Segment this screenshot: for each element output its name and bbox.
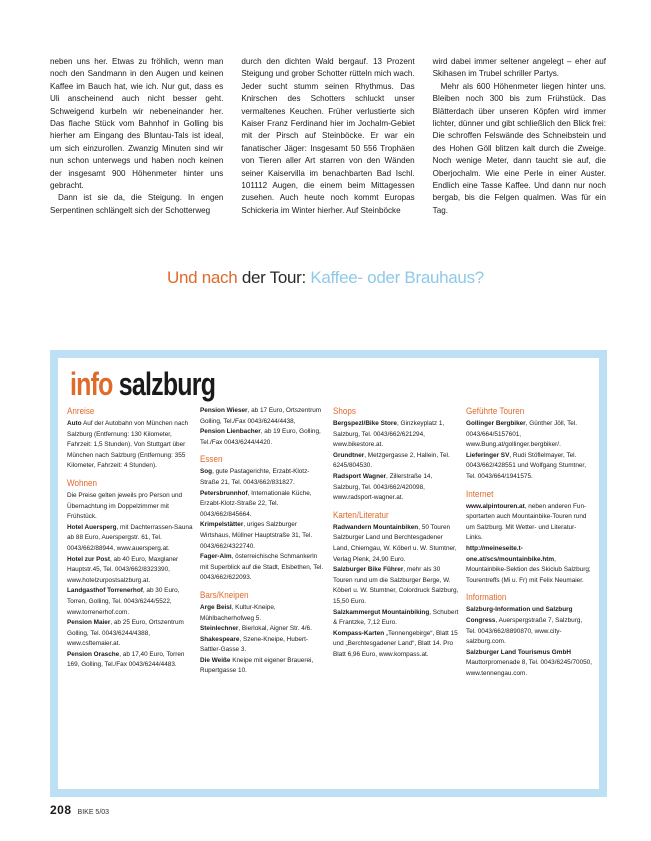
entry-text: , ab 25 Euro, Ortszentrum Golling, Tel. 0043/6244/4388, www.csftemaier.at. — [67, 619, 184, 648]
section-heading: Internet — [466, 488, 494, 500]
entry-name: Pension Orasche — [67, 650, 120, 658]
section-heading: Wohnen — [67, 477, 97, 489]
entry-name: Radwandern Mountainbiken — [333, 523, 419, 531]
entry-text: , Rudi Stöflelmayer, Tel. 0043/662/428551 und Wolfgang Stumtner, Tel. 0043/664/1941575. — [466, 451, 586, 480]
info-entry — [333, 629, 460, 661]
entry-text: Die Preise gelten jeweils pro Person und Übernachtung im Doppelzimmer mit Frühstück. — [67, 491, 183, 521]
entry-text: , 50 Touren Salzburger Land und Berchtesgadener Land, Chiemgau, W. Köberl u. W. Stumtner, Verlag Plenk, 24,90 Euro. — [333, 523, 457, 563]
page-number: 208 — [50, 803, 72, 817]
info-column — [466, 406, 593, 679]
entry-text: , mehr als 30 Touren rund um die Salzburger Berge, W. Köberl u. W. Stumtner, Colordruck Salzburg, 15,50 Euro. — [333, 566, 459, 605]
entry-text: , Mountainbike-Sektion des Skiclub Salzburg; Tourentreffs (Mi u. Fr) mit Felix Neumaier. — [466, 555, 591, 584]
entry-name: Auto — [67, 420, 82, 427]
info-entry — [200, 624, 327, 635]
entry-text: , mit Dachterrassen-Sauna ab 88 Euro, Auerspergstr. 61, Tel. 0043/662/88944, www.auersperg.at. — [67, 523, 193, 552]
info-entry — [200, 427, 327, 448]
entry-text: , Ginzkeyplatz 1, Salzburg, Tel. 0043/662/621294, www.bikestore.at. — [333, 420, 445, 449]
info-title-info: info — [70, 366, 113, 402]
article-paragraph: neben uns her. Etwas zu fröhlich, wenn man noch den Sandmann in den Augen und keinen Kaffee im Bauch hat, wie ich. Nur gut, dass es Uli anscheinend auch nicht besser geht. Schweigend kurbeln wir nebeneinander her. Das flache Stück vom Bahnhof in Golling bis hierher am Eingang des Bluntau-Tals ist ideal, um sich einzurollen. Zwanzig Minuten sind wir nun schon unterwegs und haben noch keinen der insgesamt 900 Höhenmeter hinter uns gebracht. — [50, 57, 224, 191]
info-entry — [67, 618, 194, 650]
tour-heading — [0, 268, 651, 288]
entry-text: , gute Pastagerichte, Erzabt-Klotz-Straße 21, Tel. 0043/662/831827. — [200, 468, 310, 486]
section-heading: Geführte Touren — [466, 406, 525, 417]
info-entry — [466, 648, 593, 680]
info-entry — [200, 603, 327, 624]
section-heading: Shops — [333, 406, 356, 417]
entry-name: Landgasthof Torrenerhof — [67, 587, 143, 595]
entry-name: Sog — [200, 468, 213, 476]
info-entry — [333, 451, 460, 472]
info-entry — [466, 502, 593, 544]
entry-text: , Szene-Kneipe, Hubert-Sattler-Gasse 3. — [200, 635, 308, 654]
info-columns — [67, 406, 594, 679]
entry-name: Steinlechner — [200, 625, 239, 633]
info-column — [333, 406, 460, 679]
entry-name: Pension Maier — [67, 619, 111, 627]
info-entry — [333, 472, 460, 504]
tour-heading-part2: der Tour: — [241, 268, 311, 287]
entry-name: Salzburg-Information und Salzburg Congress — [466, 606, 573, 624]
entry-text: , österreichische Schmankerln mit Superblick auf die Stadt, Elsbethen, Tel. 0043/662/622093. — [200, 553, 324, 582]
info-box — [50, 350, 607, 797]
entry-name: Salzkammergut Mountainbiking — [333, 608, 430, 616]
entry-text: , Auerspergstraße 7, Salzburg, Tel. 0043/662/8890870, www.city-salzburg.com. — [466, 616, 583, 646]
entry-text: , ab 17,40 Euro, Torren 169, Golling, Tel./Fax 0043/6244/4483. — [67, 650, 185, 669]
entry-name: Lieferinger SV — [466, 451, 510, 459]
info-column — [67, 406, 194, 679]
entry-text: , ab 19 Euro, Golling, Tel./Fax 0043/6244/4420. — [200, 428, 321, 446]
info-entry — [67, 650, 194, 671]
info-entry — [67, 555, 194, 587]
info-entry — [200, 656, 327, 677]
info-entry — [466, 451, 593, 483]
info-box-title — [70, 366, 215, 403]
entry-name: http://meineseite.t-one.at/scs/mountainbike.htm — [466, 544, 555, 563]
info-entry — [333, 565, 460, 607]
info-entry — [333, 419, 460, 451]
entry-text: , Internationale Küche, Erzabt-Klotz-Straße 22, Tel. 0043/662/845664. — [200, 489, 312, 518]
info-entry — [200, 520, 327, 552]
tour-heading-part3: Kaffee- oder Brauhaus? — [310, 268, 484, 287]
info-title-salzburg: salzburg — [118, 366, 216, 402]
info-box-inner — [58, 358, 599, 789]
article-column — [241, 56, 414, 217]
folio — [50, 803, 109, 817]
entry-name: Bergspezl/Bike Store — [333, 420, 397, 427]
section-heading: Information — [466, 592, 507, 604]
entry-name: Pension Wieser — [200, 407, 248, 414]
section-heading: Bars/Kneipen — [200, 589, 249, 601]
entry-text: , ab 40 Euro, Maxglaner Hauptstr.45, Tel. 0043/662/8323390, www.hotelzurpostsalzburg.at. — [67, 555, 179, 584]
entry-name: Arge Beisl — [200, 603, 232, 611]
info-entry — [67, 419, 194, 472]
entry-text: , Kultur-Kneipe, Mühlbacherhofweg 5. — [200, 603, 276, 622]
info-entry — [333, 523, 460, 565]
magazine-issue: BIKE 5/03 — [77, 809, 110, 816]
info-entry — [466, 605, 593, 647]
article-columns — [50, 56, 606, 217]
entry-name: Shakespeare — [200, 635, 240, 643]
info-entry — [200, 467, 327, 488]
section-heading: Anreise — [67, 406, 95, 417]
entry-name: Fager-Alm — [200, 553, 232, 561]
info-entry — [67, 491, 194, 523]
article-column — [433, 56, 606, 217]
entry-text: Mauttorpromenade 8, Tel. 0043/6245/70050, www.tennengau.com. — [466, 659, 593, 677]
entry-name: Krimpelstätter — [200, 521, 244, 529]
entry-text: , Bierlokal, Aigner Str. 4/6. — [238, 625, 312, 633]
entry-name: www.alpintouren.at — [466, 502, 525, 510]
info-entry — [200, 552, 327, 584]
entry-text: Auf der Autobahn von München nach Salzburg (Entfernung: 130 Kilometer, Fahrzeit: 1,5 Stunden). Von Stuttgart über München nach Salzburg (Entfernung: 355 Kilometer, Fahrzeit: 4 Stunden). — [67, 420, 189, 470]
info-entry — [466, 419, 593, 451]
article-paragraph: durch den dichten Wald bergauf. 13 Prozent Steigung und grober Schotter rütteln mich wach. Jeder sucht stumm seinen Rhythmus. Das Knirschen des Schotters schluckt unser vermaltenes Keuchen. Früher verlustierte sich Kaiser Franz Ferdinand hier im Jochalm-Gebiet mit der Pirsch auf Steinböcke. Er war ein fanatischer Jäger: Insgesamt 50 556 Trophäen von Tieren aller Art starren von den Wänden seiner Kaiservilla im benachbarten Bad Ischl. 101112 Augen, die einem beim Mittagessen zusehen. Auch heute noch kommt Europas Schickeria im Winter hierher. Auf Steinböcke — [241, 57, 415, 215]
info-entry — [333, 608, 460, 629]
info-entry — [200, 489, 327, 521]
entry-name: Salzburger Land Tourismus GmbH — [466, 648, 571, 656]
entry-name: Hotel zur Post — [67, 555, 110, 563]
entry-name: Pension Lienbacher — [200, 428, 261, 436]
section-heading: Essen — [200, 454, 223, 466]
info-entry — [67, 523, 194, 555]
article-paragraph: wird dabei immer seltener angelegt – eher auf Skihasen im Trubel schriller Partys. — [432, 57, 606, 79]
entry-name: Die Weiße — [200, 656, 231, 664]
entry-text: , Schubert & Frantzke, 7,12 Euro. — [333, 608, 459, 627]
article-column — [50, 56, 223, 217]
entry-name: Gollinger Bergbiker — [466, 420, 526, 427]
entry-text: Kneipe mit eigener Brauerei, Rupertgasse 10. — [200, 656, 314, 675]
info-column — [200, 406, 327, 679]
entry-text: , Zillerstraße 14, Salzburg, Tel. 0043/662/420098, www.radsport-wagner.at. — [333, 472, 433, 502]
entry-name: Grundtner — [333, 451, 365, 459]
entry-text: , uriges Salzburger Wirtshaus, Müllner Hauptstraße 31, Tel. 0043/662/4322740. — [200, 521, 313, 550]
entry-name: Hotel Auersperg — [67, 523, 117, 531]
tour-heading-part1: Und nach — [167, 268, 242, 287]
entry-text: , ab 17 Euro, Ortszentrum Golling, Tel./Fax 0043/6244/4438, — [200, 407, 322, 425]
entry-text: , ab 30 Euro, Torren, Golling, Tel. 0043/6244/5522, www.torrenerhof.com. — [67, 587, 180, 616]
entry-name: Kompass-Karten — [333, 629, 385, 637]
entry-text: , Günther Jöll, Tel. 0043/664/5157601, www.Bung.at/gollinger.bergbiker/. — [466, 420, 578, 449]
entry-text: , Metzgergasse 2, Hallein, Tel. 6245/804530. — [333, 451, 450, 470]
entry-name: Radsport Wagner — [333, 472, 387, 480]
info-entry — [466, 544, 593, 586]
article-paragraph: Mehr als 600 Höhenmeter liegen hinter uns. Bleiben noch 300 bis zum Frühstück. Das Blätterdach über unseren Köpfen wird immer lichter, dünner und gibt schließlich den Blick frei: Die schroffen Felswände des Schneibstein und des Hohen Göll blitzen kalt durch die Zweige. Noch wenige Meter, dann taucht sie auf, die Oberjochalm. Wie eine Perle in einer Auster. Endlich eine Tasse Kaffee. Und dann nur noch bergab, bis die Felgen qualmen. Was für ein Tag. — [432, 81, 606, 215]
entry-name: Petersbrunnhof — [200, 489, 248, 497]
info-entry — [200, 406, 327, 427]
entry-name: Salzburger Bike Führer — [333, 566, 404, 574]
entry-text: „Tennengebirge“, Blatt 15 und „Berchtesgadener Land“, Blatt 14. Pro Blatt 6,96 Euro, www.kompass.at. — [333, 629, 458, 658]
article-paragraph: Dann ist sie da, die Steigung. In engen Serpentinen schlängelt sich der Schotterweg — [50, 193, 224, 215]
entry-text: , neben anderen Fun-sportarten auch Mountainbike-Touren rund um Salzburg. Mit Wetter- und Literatur-Links. — [466, 502, 587, 542]
info-entry — [67, 586, 194, 618]
section-heading: Karten/Literatur — [333, 509, 389, 521]
info-entry — [200, 635, 327, 656]
